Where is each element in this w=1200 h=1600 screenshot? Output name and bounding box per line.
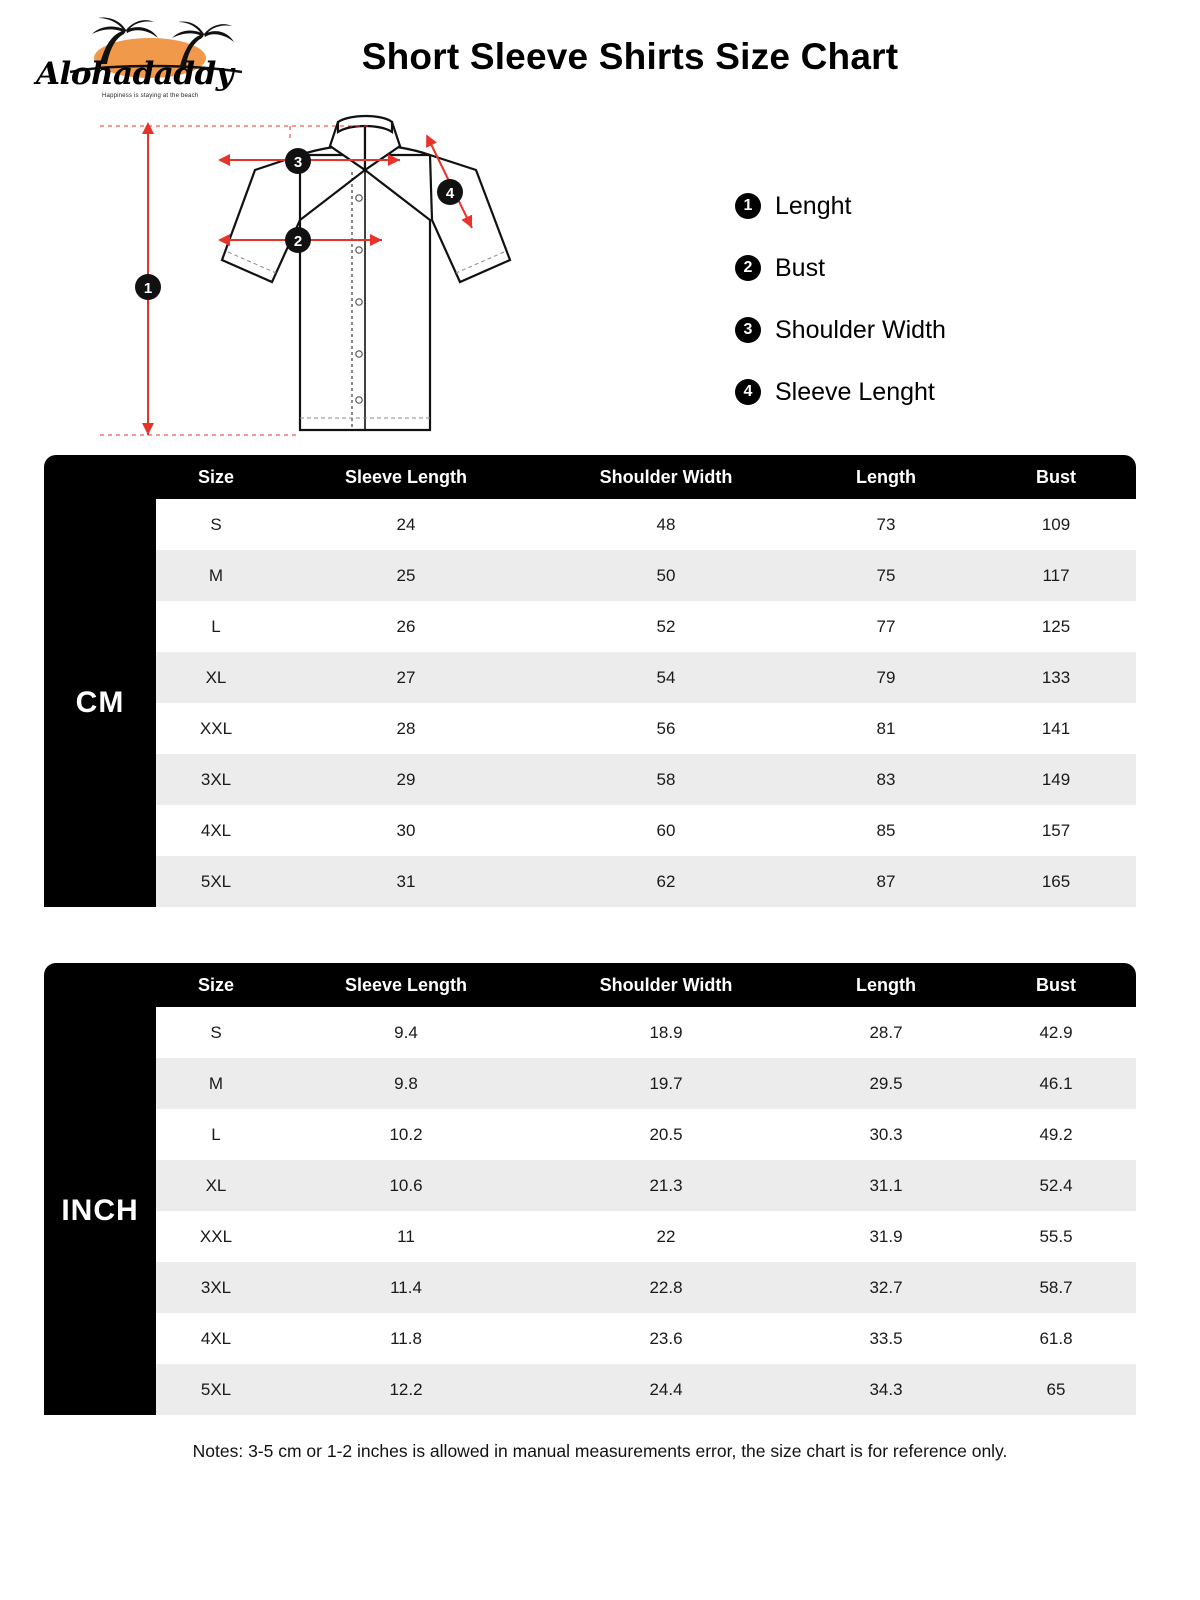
cell-bust: 117 — [976, 550, 1136, 601]
table-row — [44, 601, 1136, 652]
cell-bust: 49.2 — [976, 1109, 1136, 1160]
cell-length: 85 — [796, 805, 976, 856]
table-row — [44, 1109, 1136, 1160]
cell-size: XXL — [156, 703, 276, 754]
cell-bust: 141 — [976, 703, 1136, 754]
cell-length: 81 — [796, 703, 976, 754]
legend-item-shoulder-width — [735, 299, 946, 361]
cell-sleeve: 29 — [276, 754, 536, 805]
cell-sleeve: 28 — [276, 703, 536, 754]
table-row — [44, 1364, 1136, 1415]
cell-sleeve: 9.4 — [276, 1007, 536, 1058]
cell-size: L — [156, 1109, 276, 1160]
cell-size: XL — [156, 652, 276, 703]
table-row — [44, 499, 1136, 550]
cell-sleeve: 30 — [276, 805, 536, 856]
cell-sleeve: 25 — [276, 550, 536, 601]
cell-sleeve: 26 — [276, 601, 536, 652]
cm-col-shoulder-width: Shoulder Width — [536, 455, 796, 499]
measurement-notes: Notes: 3-5 cm or 1-2 inches is allowed in manual measurements error, the size chart is for reference only. — [192, 1441, 1008, 1461]
cm-size-table-block — [44, 455, 1156, 907]
cm-col-sleeve-length: Sleeve Length — [276, 455, 536, 499]
svg-text:3: 3 — [293, 154, 303, 171]
cell-shoulder: 19.7 — [536, 1058, 796, 1109]
cell-shoulder: 58 — [536, 754, 796, 805]
cell-bust: 125 — [976, 601, 1136, 652]
cell-bust: 165 — [976, 856, 1136, 907]
cell-size: M — [156, 1058, 276, 1109]
cell-length: 34.3 — [796, 1364, 976, 1415]
cell-length: 83 — [796, 754, 976, 805]
table-row — [44, 856, 1136, 907]
cell-sleeve: 24 — [276, 499, 536, 550]
cell-sleeve: 10.2 — [276, 1109, 536, 1160]
cell-sleeve: 27 — [276, 652, 536, 703]
cell-shoulder: 50 — [536, 550, 796, 601]
cm-col-bust: Bust — [976, 455, 1136, 499]
cell-length: 31.1 — [796, 1160, 976, 1211]
cell-shoulder: 54 — [536, 652, 796, 703]
cell-length: 73 — [796, 499, 976, 550]
cm-col-size: Size — [156, 455, 276, 499]
legend-item-bust — [735, 237, 946, 299]
cell-size: M — [156, 550, 276, 601]
cell-size: 4XL — [156, 805, 276, 856]
cell-shoulder: 62 — [536, 856, 796, 907]
inch-col-bust: Bust — [976, 963, 1136, 1007]
cell-shoulder: 18.9 — [536, 1007, 796, 1058]
table-row — [44, 1211, 1136, 1262]
legend-label-1: Lenght — [775, 191, 852, 220]
cell-size: 3XL — [156, 1262, 276, 1313]
cell-sleeve: 31 — [276, 856, 536, 907]
inch-size-table — [44, 963, 1136, 1415]
diagram-legend — [735, 175, 946, 423]
cell-size: 4XL — [156, 1313, 276, 1364]
page-header — [0, 0, 1200, 110]
cell-bust: 55.5 — [976, 1211, 1136, 1262]
svg-text:4: 4 — [445, 185, 455, 202]
table-row — [44, 1007, 1136, 1058]
cell-shoulder: 52 — [536, 601, 796, 652]
legend-label-4: Sleeve Lenght — [775, 377, 935, 406]
cell-length: 79 — [796, 652, 976, 703]
cell-bust: 65 — [976, 1364, 1136, 1415]
brand-name: Alohadaddy — [36, 56, 234, 92]
table-row — [44, 703, 1136, 754]
cell-length: 77 — [796, 601, 976, 652]
svg-text:1: 1 — [143, 280, 153, 297]
legend-badge-1: 1 — [735, 193, 761, 219]
table-row — [44, 1262, 1136, 1313]
inch-size-table-block — [44, 963, 1156, 1415]
legend-badge-3: 3 — [735, 317, 761, 343]
cell-length: 28.7 — [796, 1007, 976, 1058]
brand-tagline: Happiness is staying at the beach — [102, 93, 199, 99]
cell-shoulder: 60 — [536, 805, 796, 856]
cell-bust: 133 — [976, 652, 1136, 703]
legend-label-2: Bust — [775, 253, 826, 282]
inch-col-size: Size — [156, 963, 276, 1007]
cell-shoulder: 48 — [536, 499, 796, 550]
cell-bust: 52.4 — [976, 1160, 1136, 1211]
cm-size-table — [44, 455, 1136, 907]
table-row — [44, 550, 1136, 601]
cell-length: 30.3 — [796, 1109, 976, 1160]
cell-shoulder: 21.3 — [536, 1160, 796, 1211]
cm-col-length: Length — [796, 455, 976, 499]
table-row — [44, 1313, 1136, 1364]
inch-unit-label: INCH — [44, 1007, 156, 1415]
measurement-diagram — [0, 110, 1200, 455]
cell-size: S — [156, 499, 276, 550]
table-row — [44, 652, 1136, 703]
cell-sleeve: 11.4 — [276, 1262, 536, 1313]
cell-sleeve: 9.8 — [276, 1058, 536, 1109]
inch-col-sleeve-length: Sleeve Length — [276, 963, 536, 1007]
cell-size: 5XL — [156, 1364, 276, 1415]
cell-sleeve: 11 — [276, 1211, 536, 1262]
cell-size: S — [156, 1007, 276, 1058]
cell-sleeve: 10.6 — [276, 1160, 536, 1211]
cell-length: 31.9 — [796, 1211, 976, 1262]
svg-text:2: 2 — [293, 233, 303, 250]
page-title: Short Sleeve Shirts Size Chart — [361, 36, 899, 77]
inch-col-shoulder-width: Shoulder Width — [536, 963, 796, 1007]
cell-size: XXL — [156, 1211, 276, 1262]
cell-bust: 58.7 — [976, 1262, 1136, 1313]
legend-item-length — [735, 175, 946, 237]
cell-length: 29.5 — [796, 1058, 976, 1109]
cell-length: 33.5 — [796, 1313, 976, 1364]
inch-table-header-row — [44, 963, 1136, 1007]
cell-size: 3XL — [156, 754, 276, 805]
inch-unit-header — [44, 963, 156, 1007]
cell-shoulder: 22 — [536, 1211, 796, 1262]
cell-shoulder: 20.5 — [536, 1109, 796, 1160]
table-row — [44, 805, 1136, 856]
cell-size: 5XL — [156, 856, 276, 907]
cell-shoulder: 56 — [536, 703, 796, 754]
legend-item-sleeve-length — [735, 361, 946, 423]
legend-badge-4: 4 — [735, 379, 761, 405]
cell-bust: 61.8 — [976, 1313, 1136, 1364]
cell-bust: 157 — [976, 805, 1136, 856]
cell-length: 32.7 — [796, 1262, 976, 1313]
cell-shoulder: 24.4 — [536, 1364, 796, 1415]
cm-table-header-row — [44, 455, 1136, 499]
cell-bust: 109 — [976, 499, 1136, 550]
table-row — [44, 1160, 1136, 1211]
inch-col-length: Length — [796, 963, 976, 1007]
cell-size: L — [156, 601, 276, 652]
cm-unit-header — [44, 455, 156, 499]
table-row — [44, 1058, 1136, 1109]
table-row — [44, 754, 1136, 805]
shirt-illustration — [0, 110, 740, 455]
cell-shoulder: 23.6 — [536, 1313, 796, 1364]
cell-bust: 46.1 — [976, 1058, 1136, 1109]
cell-length: 75 — [796, 550, 976, 601]
cm-unit-label: CM — [44, 499, 156, 907]
cell-length: 87 — [796, 856, 976, 907]
cell-sleeve: 11.8 — [276, 1313, 536, 1364]
cell-bust: 149 — [976, 754, 1136, 805]
cell-size: XL — [156, 1160, 276, 1211]
legend-label-3: Shoulder Width — [775, 315, 946, 344]
cell-bust: 42.9 — [976, 1007, 1136, 1058]
cell-shoulder: 22.8 — [536, 1262, 796, 1313]
legend-badge-2: 2 — [735, 255, 761, 281]
cell-sleeve: 12.2 — [276, 1364, 536, 1415]
